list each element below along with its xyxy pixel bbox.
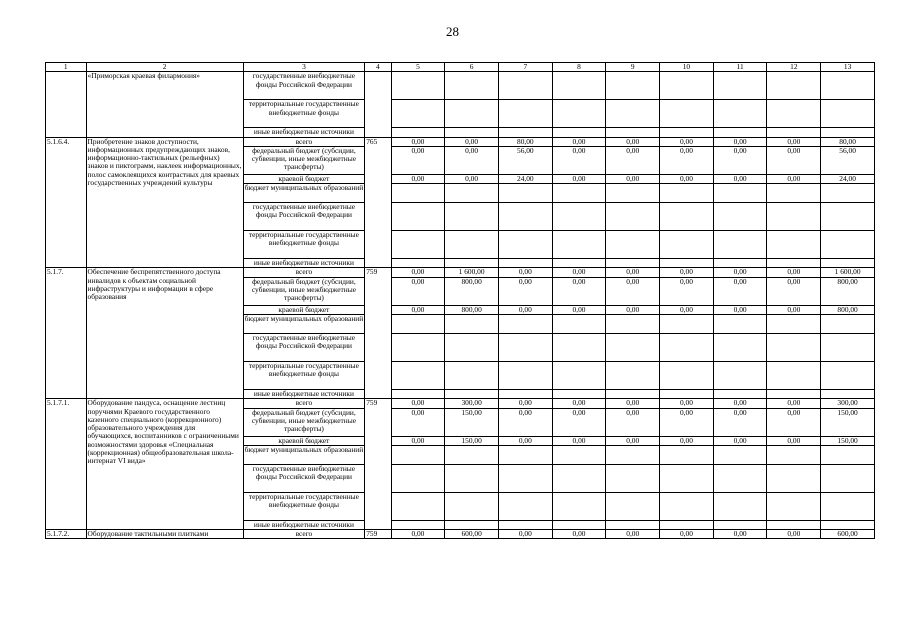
funding-source: федеральный бюджет (субсидии, субвенции, иные межбюджетные трансферты) [243,146,365,174]
amount-cell [445,100,499,128]
amount-cell [445,464,499,492]
amount-cell [498,259,552,268]
amount-cell: 0,00 [606,408,660,436]
amount-cell [767,520,821,529]
amount-cell [445,231,499,259]
item-name: Приобретение знаков доступности, информационных предупреждающих знаков, информационно-тактильных (рельефных) знаков и пиктограмм, наклеек информационных, полос самоклеящихся контрастных для краевых государственных учреждений культуры [86,137,243,268]
amount-cell: 0,00 [445,146,499,174]
amount-cell [821,464,875,492]
amount-cell: 150,00 [445,408,499,436]
amount-cell: 600,00 [445,530,499,539]
amount-cell: 0,00 [391,277,445,305]
amount-cell: 0,00 [552,408,606,436]
amount-cell: 24,00 [498,174,552,183]
amount-cell [713,520,767,529]
amount-cell [821,231,875,259]
amount-cell [498,128,552,137]
amount-cell [498,231,552,259]
amount-cell: 0,00 [552,399,606,408]
amount-cell [552,203,606,231]
amount-cell [606,203,660,231]
amount-cell: 150,00 [445,436,499,445]
amount-cell: 0,00 [767,137,821,146]
amount-cell: 0,00 [660,137,714,146]
amount-cell [821,72,875,100]
amount-cell [552,128,606,137]
funding-source: всего [243,530,365,539]
amount-cell: 1 600,00 [445,268,499,277]
funding-source: иные внебюджетные источники [243,520,365,529]
amount-cell: 0,00 [391,530,445,539]
column-number-row [46,63,875,72]
amount-cell [498,389,552,398]
funding-source: иные внебюджетные источники [243,259,365,268]
amount-cell: 24,00 [821,174,875,183]
amount-cell [660,184,714,203]
amount-cell [660,128,714,137]
table-row [46,137,875,146]
amount-cell: 0,00 [552,305,606,314]
amount-cell [391,100,445,128]
amount-cell [660,445,714,464]
amount-cell [821,492,875,520]
amount-cell: 0,00 [767,174,821,183]
amount-cell [391,184,445,203]
amount-cell [821,333,875,361]
amount-cell [552,100,606,128]
amount-cell [498,72,552,100]
column-number: 4 [365,63,391,72]
amount-cell [391,314,445,333]
funding-source: всего [243,137,365,146]
amount-cell [660,389,714,398]
amount-cell [445,184,499,203]
item-name: Обеспечение беспрепятственного доступа инвалидов к объектам социальной инфраструктуры и информации в сфере образования [86,268,243,399]
amount-cell [713,361,767,389]
amount-cell: 0,00 [606,137,660,146]
column-number: 3 [243,63,365,72]
amount-cell [391,445,445,464]
amount-cell [391,520,445,529]
amount-cell [498,184,552,203]
item-name: «Приморская краевая филармония» [86,72,243,137]
item-code: 5.1.7.1. [46,399,87,530]
column-number: 5 [391,63,445,72]
amount-cell [552,492,606,520]
amount-cell: 0,00 [767,436,821,445]
amount-cell: 0,00 [391,137,445,146]
amount-cell: 0,00 [713,146,767,174]
amount-cell [445,259,499,268]
amount-cell [498,520,552,529]
amount-cell: 800,00 [821,305,875,314]
amount-cell [445,492,499,520]
amount-cell [660,100,714,128]
amount-cell: 0,00 [552,268,606,277]
amount-cell: 0,00 [660,146,714,174]
amount-cell [821,184,875,203]
amount-cell [713,389,767,398]
column-number: 9 [606,63,660,72]
amount-cell [606,231,660,259]
budget-table-body [46,63,875,539]
amount-cell [391,72,445,100]
amount-cell [445,72,499,100]
amount-cell: 0,00 [713,408,767,436]
amount-cell [713,464,767,492]
responsible-code: 759 [365,530,391,539]
item-code [46,72,87,137]
amount-cell: 0,00 [713,399,767,408]
amount-cell: 56,00 [821,146,875,174]
column-number: 12 [767,63,821,72]
amount-cell: 0,00 [498,268,552,277]
column-number: 2 [86,63,243,72]
amount-cell [767,464,821,492]
amount-cell [498,203,552,231]
column-number: 13 [821,63,875,72]
amount-cell: 0,00 [498,305,552,314]
amount-cell [391,203,445,231]
funding-source: краевой бюджет [243,174,365,183]
amount-cell: 150,00 [821,436,875,445]
amount-cell [498,361,552,389]
amount-cell [660,259,714,268]
amount-cell [713,203,767,231]
column-number: 1 [46,63,87,72]
amount-cell [498,314,552,333]
amount-cell: 1 600,00 [821,268,875,277]
amount-cell: 150,00 [821,408,875,436]
amount-cell: 0,00 [498,408,552,436]
amount-cell [821,259,875,268]
amount-cell: 600,00 [821,530,875,539]
responsible-code: 765 [365,137,391,268]
responsible-code: 759 [365,268,391,399]
amount-cell: 0,00 [391,305,445,314]
funding-source: государственные внебюджетные фонды Российской Федерации [243,333,365,361]
funding-source: территориальные государственные внебюджетные фонды [243,231,365,259]
amount-cell [767,203,821,231]
amount-cell [498,445,552,464]
table-row [46,268,875,277]
item-name: Оборудование тактильными плитками [86,530,243,539]
amount-cell [713,100,767,128]
amount-cell [498,492,552,520]
amount-cell: 0,00 [391,146,445,174]
amount-cell: 0,00 [552,137,606,146]
amount-cell [767,445,821,464]
amount-cell [767,259,821,268]
amount-cell: 0,00 [713,277,767,305]
amount-cell [713,128,767,137]
amount-cell [552,333,606,361]
amount-cell [660,333,714,361]
amount-cell: 0,00 [713,436,767,445]
funding-source: государственные внебюджетные фонды Российской Федерации [243,203,365,231]
amount-cell: 0,00 [498,436,552,445]
amount-cell [391,492,445,520]
funding-source: государственные внебюджетные фонды Российской Федерации [243,464,365,492]
amount-cell [660,314,714,333]
item-name: Оборудование пандуса, оснащение лестниц поручнями Краевого государственного казенного специального (коррекционного) образовательного учреждения для обучающихся, воспитанников с ограниченными возможностями здоровья «Специальная (коррекционная) общеобразовательная школа-интернат VI вида» [86,399,243,530]
amount-cell [821,314,875,333]
amount-cell: 0,00 [606,399,660,408]
amount-cell: 0,00 [391,174,445,183]
amount-cell: 0,00 [498,277,552,305]
amount-cell: 800,00 [821,277,875,305]
amount-cell [767,492,821,520]
amount-cell: 0,00 [606,530,660,539]
column-number: 10 [660,63,714,72]
funding-source: государственные внебюджетные фонды Российской Федерации [243,72,365,100]
funding-source: бюджет муниципальных образований [243,184,365,203]
amount-cell: 0,00 [660,174,714,183]
amount-cell [445,445,499,464]
amount-cell: 0,00 [767,146,821,174]
funding-source: территориальные государственные внебюджетные фонды [243,100,365,128]
amount-cell: 0,00 [606,436,660,445]
amount-cell [391,333,445,361]
amount-cell [767,72,821,100]
amount-cell [606,72,660,100]
funding-source: федеральный бюджет (субсидии, субвенции, иные межбюджетные трансферты) [243,277,365,305]
amount-cell [445,314,499,333]
amount-cell: 0,00 [713,530,767,539]
amount-cell: 0,00 [767,399,821,408]
amount-cell: 56,00 [498,146,552,174]
amount-cell [498,333,552,361]
amount-cell: 0,00 [767,408,821,436]
funding-source: иные внебюджетные источники [243,389,365,398]
amount-cell [713,184,767,203]
amount-cell [767,100,821,128]
amount-cell [391,231,445,259]
funding-source: федеральный бюджет (субсидии, субвенции, иные межбюджетные трансферты) [243,408,365,436]
amount-cell [445,128,499,137]
amount-cell: 0,00 [445,174,499,183]
amount-cell: 0,00 [660,268,714,277]
amount-cell [552,464,606,492]
amount-cell [821,128,875,137]
amount-cell [391,361,445,389]
amount-cell [606,100,660,128]
page-number: 28 [446,24,459,39]
amount-cell: 800,00 [445,277,499,305]
amount-cell: 0,00 [391,399,445,408]
funding-source: территориальные государственные внебюджетные фонды [243,492,365,520]
amount-cell: 0,00 [660,436,714,445]
amount-cell: 0,00 [552,146,606,174]
amount-cell [821,203,875,231]
amount-cell: 0,00 [713,137,767,146]
funding-source: территориальные государственные внебюджетные фонды [243,361,365,389]
table-row [46,530,875,539]
amount-cell: 0,00 [713,268,767,277]
funding-source: бюджет муниципальных образований [243,314,365,333]
amount-cell: 0,00 [606,174,660,183]
amount-cell: 0,00 [767,268,821,277]
funding-source: краевой бюджет [243,436,365,445]
amount-cell [713,314,767,333]
amount-cell: 0,00 [498,530,552,539]
amount-cell: 0,00 [660,399,714,408]
amount-cell [445,389,499,398]
amount-cell [767,231,821,259]
amount-cell: 0,00 [767,305,821,314]
amount-cell [660,72,714,100]
budget-table [45,62,875,539]
amount-cell [821,445,875,464]
table-row [46,399,875,408]
amount-cell [552,231,606,259]
amount-cell [821,520,875,529]
amount-cell [445,520,499,529]
amount-cell [713,72,767,100]
funding-source: всего [243,268,365,277]
column-number: 11 [713,63,767,72]
amount-cell: 0,00 [552,530,606,539]
amount-cell [606,361,660,389]
amount-cell [767,128,821,137]
amount-cell [552,184,606,203]
amount-cell [391,389,445,398]
amount-cell [767,361,821,389]
amount-cell [552,445,606,464]
amount-cell [767,314,821,333]
amount-cell [391,464,445,492]
amount-cell [606,520,660,529]
amount-cell [713,259,767,268]
funding-source: бюджет муниципальных образований [243,445,365,464]
amount-cell: 80,00 [498,137,552,146]
amount-cell [821,361,875,389]
amount-cell [821,100,875,128]
funding-source: краевой бюджет [243,305,365,314]
amount-cell: 0,00 [660,530,714,539]
amount-cell [767,389,821,398]
responsible-code [365,72,391,137]
amount-cell: 0,00 [391,268,445,277]
amount-cell [713,445,767,464]
amount-cell: 0,00 [660,408,714,436]
funding-source: иные внебюджетные источники [243,128,365,137]
amount-cell [660,492,714,520]
amount-cell [606,464,660,492]
amount-cell [445,333,499,361]
amount-cell [606,389,660,398]
amount-cell: 80,00 [821,137,875,146]
column-number: 7 [498,63,552,72]
amount-cell: 0,00 [606,146,660,174]
item-code: 5.1.6.4. [46,137,87,268]
amount-cell: 0,00 [606,305,660,314]
amount-cell: 0,00 [606,268,660,277]
amount-cell: 0,00 [767,530,821,539]
amount-cell [713,333,767,361]
amount-cell [552,361,606,389]
amount-cell: 0,00 [391,436,445,445]
amount-cell [606,314,660,333]
amount-cell [606,128,660,137]
amount-cell: 0,00 [713,174,767,183]
amount-cell [713,492,767,520]
amount-cell: 0,00 [660,277,714,305]
amount-cell: 0,00 [498,399,552,408]
column-number: 6 [445,63,499,72]
funding-source: всего [243,399,365,408]
amount-cell [767,184,821,203]
amount-cell: 0,00 [552,174,606,183]
amount-cell: 0,00 [606,277,660,305]
amount-cell [713,231,767,259]
column-number: 8 [552,63,606,72]
item-code: 5.1.7.2. [46,530,87,539]
amount-cell [552,520,606,529]
amount-cell [552,389,606,398]
amount-cell [445,203,499,231]
amount-cell [660,361,714,389]
amount-cell [606,333,660,361]
amount-cell: 0,00 [713,305,767,314]
item-code: 5.1.7. [46,268,87,399]
amount-cell [660,231,714,259]
amount-cell: 0,00 [391,408,445,436]
amount-cell [660,464,714,492]
amount-cell [821,389,875,398]
amount-cell: 300,00 [821,399,875,408]
amount-cell: 0,00 [767,277,821,305]
amount-cell [552,72,606,100]
table-row [46,72,875,100]
amount-cell: 0,00 [552,277,606,305]
amount-cell [606,445,660,464]
amount-cell: 300,00 [445,399,499,408]
responsible-code: 759 [365,399,391,530]
amount-cell [391,128,445,137]
amount-cell [767,333,821,361]
amount-cell [391,259,445,268]
amount-cell: 0,00 [445,137,499,146]
amount-cell [498,464,552,492]
amount-cell [660,520,714,529]
amount-cell [445,361,499,389]
amount-cell [606,492,660,520]
amount-cell: 0,00 [660,305,714,314]
amount-cell [660,203,714,231]
amount-cell [606,259,660,268]
amount-cell: 0,00 [552,436,606,445]
amount-cell [552,259,606,268]
amount-cell: 800,00 [445,305,499,314]
amount-cell [606,184,660,203]
amount-cell [552,314,606,333]
amount-cell [498,100,552,128]
